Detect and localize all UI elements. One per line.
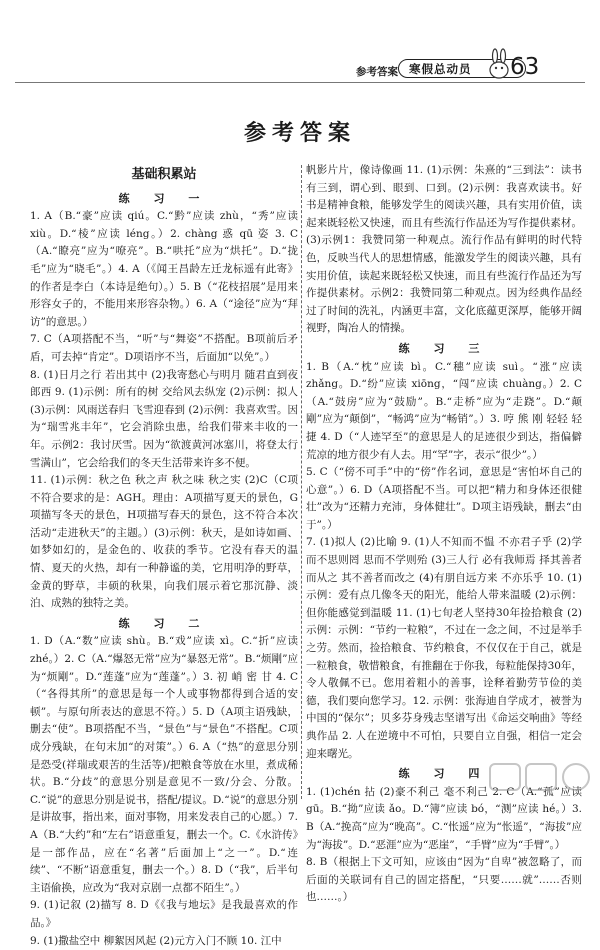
answer-paragraph: 1. A（B.“豪”应读 qiú。C.“黔”应读 zhù，“秀”应读 xiù。D.“棱”应读 léng。）2. chàng 惑 qū 姿 3. C（A.“瞭亮”应为“嘹亮”。B.“哄托”应为“烘托”。D.“拢毛”应为“晓毛”。）4. A（《闻王昌龄左迁龙标遥有此寄》的作者是李白（本诗是绝句）。）5. B（“花枝招展”是用来形容女子的，不能用来形容杂物。）6. A（“途径”应为“拜访”的意思。）: [30, 210, 298, 328]
section-title: 基础积累站: [131, 167, 197, 182]
rabbit-icon: [486, 48, 512, 80]
answer-paragraph: 11. (1)示例：秋之色 秋之声 秋之味 秋之实 (2)C（C项不符合要求的是：AGH。理由：A项描写夏天的景色，G项描写冬天的景色，H项描写春天的景色，这不符合本次活动“走进秋天”的主题。）(3)示例：秋天，是如诗如画、如梦如幻的，是金色的、收获的季节。它没有春天的温情、夏天的火热，却有一种静谧的美，它用明净的野草，金黄的野草，丰硕的秋果，向我们展示着它那沉静、淡泊、成熟的独特之美。: [30, 474, 298, 610]
header-rule: [15, 82, 585, 83]
left-column: [30, 162, 298, 950]
answer-paragraph: 7. (1)拟人 (2)比喻 9. (1)人不知而不愠 不亦君子乎 (2)学而不思则罔 思而不学则殆 (3)三人行 必有我师焉 择其善者而从之 其不善者而改之 (4)有朋自远方来 不亦乐乎 10. (1)示例：爱有点几像冬天的阳光，能给人带来温暖 (2)示例：但你能感觉到温暖 11. (1)七旬老人坚持30年捡拾粮食 (2)示例：示例：“节约一粒粮”，不过在一念之间，不过是举手之劳。然而，捡拾粮食、节约粮食，不仅仅在于自己，就是一粒粮食，敬惜粮食，有推翻在于你我，每粒能保持30年，令人敬佩不已。您用着粗小的善事，诠释着勤劳节俭的美德，我们要向您学习。12. 示例：张海迪自学成才，被誉为中国的“保尔”；贝多芬身残志坚谱写出《命运交响曲》等经典作品 2. 人在逆境中不可怕，只要自立自强，相信一定会迎来曙光。: [306, 536, 582, 760]
exercise-title: 练 习 二: [118, 616, 210, 630]
column-divider: [301, 165, 302, 799]
answer-paragraph: 9. (1)撒盐空中 柳絮因风起 (2)元方入门不顾 10. 江中: [30, 934, 282, 947]
answer-paragraph: 8. B（根据上下文可知，应该由“因为“自卑”被忽略了，而后面的关联词有自己的固定搭配，“只要……就”……否则也……。）: [306, 856, 582, 904]
exercise-title: 练 习 三: [398, 341, 490, 355]
answer-paragraph: 5. C（“傍不可手”中的“傍”作名词，意思是“害怕坏自己的心意”。）6. D（A项搭配不当。可以把“精力和身体还很健壮”改为“还精力充沛，身体健壮”。D项主语残缺，删去“由于”。）: [306, 466, 582, 531]
page-title: 参考答案: [243, 121, 356, 146]
watermark-icon: [488, 760, 598, 794]
answer-paragraph: 1. B（A.“枕”应读 bì。C.“穗”应读 suì。“涨”应读 zhǎng。D.“纷”应读 xiōng，“闯”应读 chuàng。）2. C（A.“鼓房”应为“鼓励”。B.“走桥”应为“走跷”。D.“颠剛”应为“颠倒”，“畅鸿”应为“畅销”。）3. 哼 熊 刚 轻轻 轻捷 4. D（“人迹罕至”的意思是人的足迹很少到达，指偏僻荒凉的地方很少有人去。用“罕”字，表示“很少”。）: [306, 360, 582, 461]
answer-paragraph: 9. (1)记叙 (2)描写 8. D《《我与地坛》是我最喜欢的作品。》: [30, 899, 298, 929]
exercise-title: 练 习 四: [398, 767, 490, 781]
answer-paragraph: 1. D（A.“数”应读 shù。B.“戏”应读 xì。C.“折”应读 zhé。）2. C（A.“爆怒无常”应为“暴怒无常”。B.“烦剛”应为“烦剛”。D.“莲蓬”应为“莲蓬”。）3. 初 峭 密 甘 4. C（“各得其所”的意思是每一个人或事物都得到合适的安顿”。与原句所表达的意思不符。）5. D（A项主语残缺，删去“使”。B项搭配不当，“景色”与“景色”不搭配。C项成分残缺，在句末加“的对策”。）6. A（“热”的意思分别是恐受(祥瑞或艰苦的生活等)/把粮食等放在水里，煮成稀状。B.“分歧”的意思分别是意见不一致/分会、分散。C.“说”的意思分别是说书，搭配/提议。D.“说”的意思分别是讲故事，指出来，面对事物，用来发表自己的心愿。）7. A（B.“大约”和“左右”语意重复，删去一个。C.《水浒传》是一部作品，应在“名著”后面加上“之一”。D.“连续”、“不断”语意重复，删去一个。）8. D（“我”，后半句主语偷换，应改为“我对京剧一点都不陌生”。）: [30, 635, 298, 894]
answer-paragraph: 帆影片片，像诗像画 11. (1)示例：朱熹的“三到法”：读书有三到，谓心到、眼到、口到。(2)示例：我喜欢读书。好书是精神食粮，能够发学生的阅读兴趣，具有实用价值，读起来既轻松又快速，而且有些流行作品还为写作提供素材。(3)示例1：我赞同第一种观点。流行作品有鲜明的时代特色，反映当代人的思想情感，能激发学生的阅读兴趣，具有实用价值，读起来既轻松又快速，而且有些流行作品还为写作提供素材。示例2：我赞同第二种观点。因为经典作品经过了时间的洗礼，内涵更丰富，文化底蕴更深厚，能够开阔视野，陶冶人的情操。: [306, 164, 582, 335]
answer-paragraph: 8. (1)日月之行 若出其中 (2)我寄愁心与明月 随君直到夜郎西 9. (1)示例：所有的树 交给风去纵宠 (2)示例：拟人 (3)示例：风雨送春归 飞雪迎春到 (2)示例：我喜欢雪。因为“瑞雪兆丰年”，它会消除虫患，给我们带来丰收的一年。示例2：我讨厌雪。因为“欲渡黄河冰塞川，将登太行雪满山”，它会给我们的冬天生活带来许多不便。: [30, 368, 298, 469]
answer-paragraph: 1. (1)chén 拈 (2)豪不利己 毫不利己 2. C（A.“孤”应读 gū。B.“拗”应读 ǎo。D.“簿”应读 bó，“测”应读 hé。）3. B（A.“挽高”应为“晚高”。C.“怅遥”应为“怅遥”，“海拔”应为“海拔”。D.“恶涯”应为“恶崖”，“手臂”应为“手臂”。）: [306, 785, 582, 851]
book-title: 寒假总动员: [409, 61, 472, 76]
answer-paragraph: 7. C（A项搭配不当，“听”与“舞姿”不搭配。B项前后矛盾，可去掉“肯定”。D项语序不当，后面加“以免”。）: [30, 333, 298, 363]
exercise-title: 练 习 一: [118, 191, 210, 205]
watermark-logo: [488, 760, 598, 808]
page-number: 63: [510, 54, 540, 80]
header-tag: 参考答案: [356, 66, 398, 78]
page-header: [0, 0, 600, 100]
